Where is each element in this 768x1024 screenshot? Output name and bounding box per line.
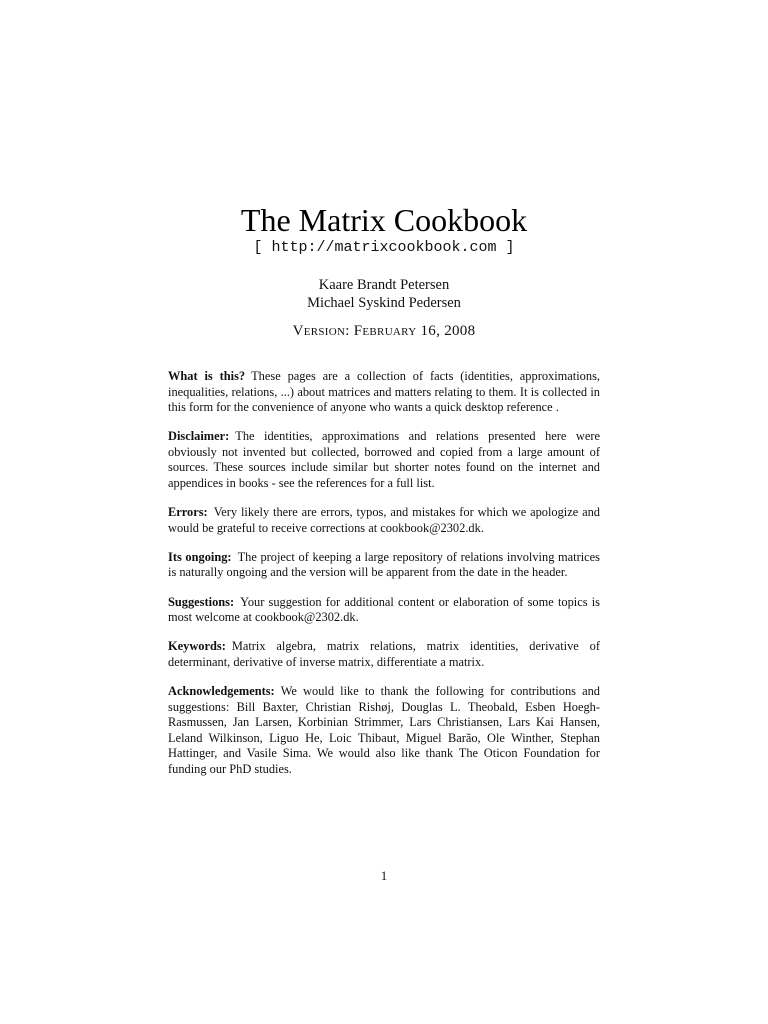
document-body xyxy=(168,369,600,791)
section-disclaimer xyxy=(168,429,600,491)
section-heading: What is this? xyxy=(168,369,246,383)
section-text: Your suggestion for additional content or elaboration of some topics is most welcome at cookbook@2302.dk. xyxy=(168,594,600,625)
section-what-is-this xyxy=(168,369,600,416)
author-name: Kaare Brandt Petersen xyxy=(318,277,450,293)
document-title: The Matrix Cookbook xyxy=(240,202,528,238)
section-heading: Keywords: xyxy=(168,639,226,654)
section-text: Very likely there are errors, typos, and mistakes for which we apologize and would be grateful to receive corrections at cookbook@2302.dk. xyxy=(168,505,600,535)
section-heading: Disclaimer: xyxy=(168,429,230,444)
section-acknowledgements xyxy=(168,684,600,778)
section-suggestions xyxy=(168,595,600,626)
section-text: The identities, approximations and relations presented here were obviously not invented but collected, borrowed and copied from a large amount of sources. These sources include similar but shorter notes found on the internet and appendices in books - see the references for a full list. xyxy=(168,429,600,491)
version-line: Version: February 16, 2008 xyxy=(292,323,476,339)
author-name: Michael Syskind Pedersen xyxy=(307,295,461,311)
section-heading: Suggestions: xyxy=(168,594,235,609)
section-heading: Acknowledgements: xyxy=(168,683,275,698)
section-heading: Errors: xyxy=(168,505,208,520)
author-list xyxy=(0,276,768,312)
section-text: We would like to thank the following for contributions and suggestions: Bill Baxter, Christian Rishøj, Douglas L. Theobald, Esben Hoegh-Rasmussen, Jan Larsen, Korbinian Strimmer, Lars Christiansen, Lars Kai Hansen, Leland Wilkinson, Liguo He, Loic Thibaut, Miguel Barão, Ole Winther, Stephan Hattinger, and Vasile Sima. We would also like thank The Oticon Foundation for funding our PhD studies. xyxy=(168,683,600,776)
page-number: 1 xyxy=(380,869,388,883)
document-url: [ http://matrixcookbook.com ] xyxy=(253,239,515,256)
section-text: These pages are a collection of facts (identities, approximations, inequalities, relations, ...) about matrices and matters relating to them. It is collected in this form for the convenience of anyone who wants a quick desktop reference . xyxy=(168,369,600,415)
section-keywords xyxy=(168,639,600,670)
section-text: The project of keeping a large repository of relations involving matrices is naturally ongoing and the version will be apparent from the date in the header. xyxy=(168,549,601,580)
section-heading: Its ongoing: xyxy=(168,549,232,564)
section-ongoing xyxy=(168,550,600,581)
section-text: Matrix algebra, matrix relations, matrix identities, derivative of determinant, derivative of inverse matrix, differentiate a matrix. xyxy=(168,639,600,669)
section-errors xyxy=(168,505,600,536)
